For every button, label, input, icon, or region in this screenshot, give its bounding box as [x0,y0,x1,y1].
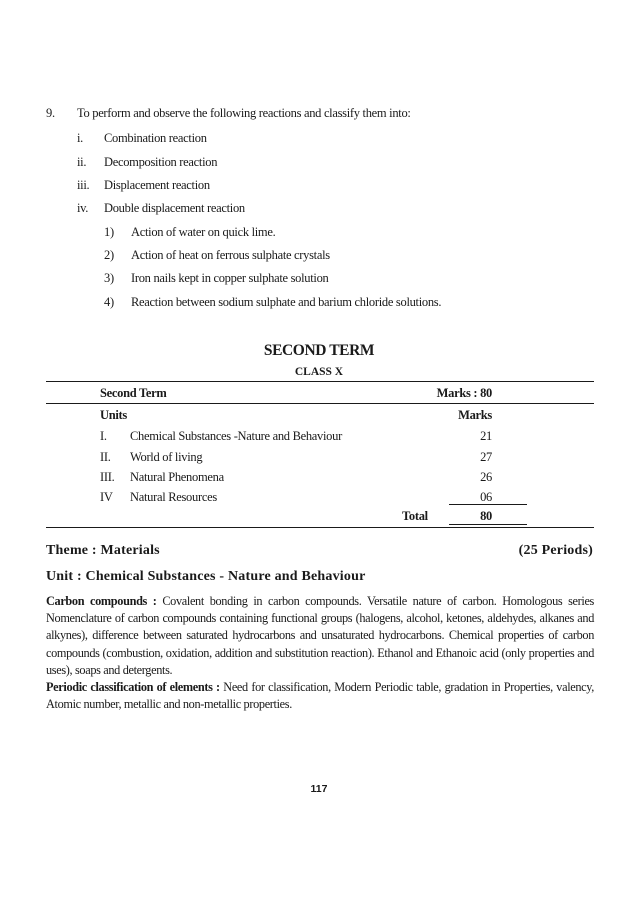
page-number: 117 [310,783,328,795]
table-header-left: Second Term [100,386,167,400]
periodic-classification-text: Need for classification, Modern Periodic table, gradation in Properties, valency, Atomic number, metallic and non-metallic properties. [46,680,594,712]
table-row-name: World of living [130,450,203,464]
theme-label: Theme : Materials [46,543,160,558]
periodic-classification-label: Periodic classification of elements : [46,680,220,694]
total-rule [449,524,527,525]
table-row-marks: 06 [480,490,492,504]
subitem-number: iii. [77,178,90,192]
column-units: Units [100,408,127,422]
table-row-name: Natural Phenomena [130,470,224,484]
carbon-compounds-text: Covalent bonding in carbon compounds. Versatile nature of carbon. Homologous series Nomenclature of carbon compounds containing functional groups (halogens, alcohol, ketones, aldehydes, alkanes and alkynes), difference between saturated hydrocarbons and unsaturated hydrocarbons. Chemical properties of carbon compounds (combustion, oxidation, addition and substitution reaction). Ethanol and Ethanoic acid (only properties and uses), soaps and detergents. [46,594,594,677]
experiment-text: Reaction between sodium sulphate and barium chloride solutions. [131,295,442,309]
table-row-marks: 27 [480,450,492,464]
subitem-text: Double displacement reaction [104,201,245,215]
table-row-marks: 21 [480,429,492,443]
class-label: CLASS X [294,366,344,378]
table-row-name: Chemical Substances -Nature and Behaviour [130,429,342,443]
table-row-number: IV [100,490,113,504]
table-header-rule [46,403,594,404]
table-bottom-rule [46,527,594,528]
theme-periods: (25 Periods) [518,543,593,558]
subitem-text: Displacement reaction [104,178,210,192]
experiment-number: 1) [104,225,114,239]
table-row-number: I. [100,429,107,443]
experiment-text: Action of heat on ferrous sulphate crystals [131,248,330,262]
table-row-marks: 26 [480,470,492,484]
subtotal-rule [449,504,527,505]
total-value: 80 [480,509,492,523]
subitem-number: ii. [77,155,87,169]
experiment-number: 3) [104,271,114,285]
table-top-rule [46,381,594,382]
periodic-classification-paragraph [46,679,594,713]
item-number: 9. [46,106,55,120]
subitem-number: iv. [77,201,89,215]
table-row-number: III. [100,470,115,484]
experiment-text: Iron nails kept in copper sulphate solution [131,271,329,285]
experiment-number: 2) [104,248,114,262]
table-row-name: Natural Resources [130,490,217,504]
subitem-text: Combination reaction [104,131,207,145]
carbon-compounds-label: Carbon compounds : [46,594,157,608]
carbon-compounds-paragraph [46,593,594,679]
total-label: Total [402,509,428,523]
experiment-number: 4) [104,295,114,309]
subitem-number: i. [77,131,83,145]
table-row-number: II. [100,450,111,464]
subitem-text: Decomposition reaction [104,155,218,169]
experiment-text: Action of water on quick lime. [131,225,276,239]
item-text: To perform and observe the following reactions and classify them into: [77,106,411,120]
table-header-right: Marks : 80 [436,386,492,400]
column-marks: Marks [458,408,492,422]
section-title: SECOND TERM [263,342,375,359]
unit-heading: Unit : Chemical Substances - Nature and Behaviour [46,569,366,584]
